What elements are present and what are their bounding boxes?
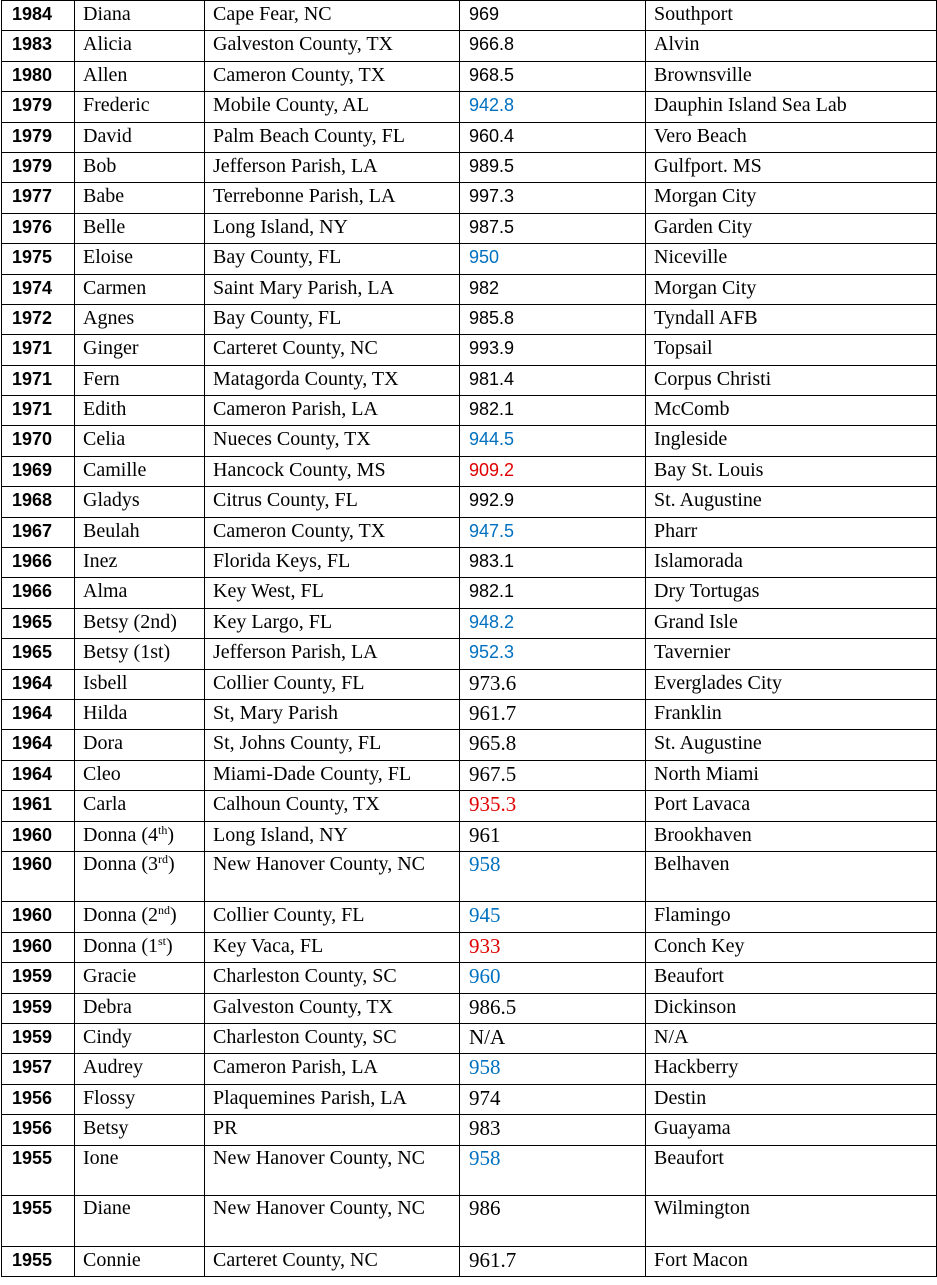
location-cell: Charleston County, SC [205,1024,460,1054]
table-row [2,578,937,608]
station-cell: Niceville [646,244,937,274]
name-cell: Allen [75,61,205,91]
station-cell: Beaufort [646,1145,937,1196]
station-cell: N/A [646,1024,937,1054]
year-cell: 1984 [2,1,75,31]
year-cell: 1955 [2,1246,75,1276]
year-cell: 1964 [2,669,75,699]
table-row [2,456,937,486]
location-cell: Key West, FL [205,578,460,608]
pressure-cell: 989.5 [460,152,646,182]
table-row [2,791,937,821]
name-cell: Cleo [75,760,205,790]
location-cell: Cape Fear, NC [205,1,460,31]
location-cell: Cameron County, TX [205,61,460,91]
station-cell: Flamingo [646,902,937,932]
pressure-cell: 958 [460,851,646,902]
year-cell: 1976 [2,213,75,243]
year-cell: 1965 [2,639,75,669]
year-cell: 1969 [2,456,75,486]
location-cell: New Hanover County, NC [205,1196,460,1247]
table-row [2,821,937,851]
station-cell: Brookhaven [646,821,937,851]
pressure-cell: 983.1 [460,548,646,578]
station-cell: Fort Macon [646,1246,937,1276]
year-cell: 1965 [2,608,75,638]
name-close-paren: ) [167,823,174,846]
station-cell: Guayama [646,1115,937,1145]
station-cell: Corpus Christi [646,365,937,395]
table-row [2,932,937,962]
pressure-cell: 960 [460,963,646,993]
year-cell: 1971 [2,365,75,395]
station-cell: Hackberry [646,1054,937,1084]
station-cell: Dry Tortugas [646,578,937,608]
pressure-cell: 986.5 [460,993,646,1023]
station-cell: Topsail [646,335,937,365]
table-row [2,1246,937,1276]
name-cell: Cindy [75,1024,205,1054]
table-row [2,993,937,1023]
name-cell: Alma [75,578,205,608]
location-cell: Cameron County, TX [205,517,460,547]
year-cell: 1955 [2,1196,75,1247]
pressure-cell: 942.8 [460,92,646,122]
location-cell: Long Island, NY [205,213,460,243]
storm-name: Donna (2 [83,904,158,927]
year-cell: 1960 [2,902,75,932]
station-cell: Destin [646,1084,937,1114]
year-cell: 1960 [2,821,75,851]
pressure-cell: 982 [460,274,646,304]
table-row [2,304,937,334]
name-cell [75,932,205,962]
station-cell: St. Augustine [646,730,937,760]
year-cell: 1967 [2,517,75,547]
year-cell: 1977 [2,183,75,213]
location-cell: Citrus County, FL [205,487,460,517]
table-row [2,1,937,31]
station-cell: Tyndall AFB [646,304,937,334]
table-row [2,335,937,365]
table-row [2,244,937,274]
station-cell: Gulfport. MS [646,152,937,182]
name-cell: Camille [75,456,205,486]
name-cell: David [75,122,205,152]
station-cell: Brownsville [646,61,937,91]
table-row [2,61,937,91]
station-cell: Belhaven [646,851,937,902]
year-cell: 1957 [2,1054,75,1084]
ordinal-suffix: rd [157,851,168,866]
name-close-paren: ) [167,852,175,875]
pressure-cell: 969 [460,1,646,31]
pressure-cell: 993.9 [460,335,646,365]
location-cell: Mobile County, AL [205,92,460,122]
table-row [2,1054,937,1084]
station-cell: Franklin [646,699,937,729]
name-cell: Edith [75,396,205,426]
pressure-cell: 973.6 [460,669,646,699]
station-cell: Pharr [646,517,937,547]
name-cell: Betsy [75,1115,205,1145]
pressure-cell: 935.3 [460,791,646,821]
table-row [2,426,937,456]
name-cell: Flossy [75,1084,205,1114]
name-cell: Bob [75,152,205,182]
pressure-cell: 982.1 [460,578,646,608]
pressure-cell: 960.4 [460,122,646,152]
pressure-cell: 992.9 [460,487,646,517]
table-row [2,274,937,304]
ordinal-suffix: th [157,822,168,837]
name-cell: Betsy (1st) [75,639,205,669]
location-cell: Palm Beach County, FL [205,122,460,152]
year-cell: 1964 [2,730,75,760]
station-cell: Islamorada [646,548,937,578]
pressure-cell: 987.5 [460,213,646,243]
pressure-cell: 981.4 [460,365,646,395]
location-cell: Carteret County, NC [205,1246,460,1276]
pressure-cell: 909.2 [460,456,646,486]
year-cell: 1968 [2,487,75,517]
station-cell: Vero Beach [646,122,937,152]
station-cell: Everglades City [646,669,937,699]
table-row [2,152,937,182]
name-cell: Gladys [75,487,205,517]
location-cell: Jefferson Parish, LA [205,152,460,182]
name-cell [75,821,205,851]
name-cell: Betsy (2nd) [75,608,205,638]
name-cell: Carmen [75,274,205,304]
year-cell: 1980 [2,61,75,91]
year-cell: 1956 [2,1084,75,1114]
station-cell: St. Augustine [646,487,937,517]
station-cell: Dickinson [646,993,937,1023]
name-cell: Debra [75,993,205,1023]
name-cell: Eloise [75,244,205,274]
name-cell: Connie [75,1246,205,1276]
storm-name: Donna (3 [83,852,158,875]
location-cell: Florida Keys, FL [205,548,460,578]
table-row [2,1196,937,1247]
year-cell: 1961 [2,791,75,821]
name-cell: Agnes [75,304,205,334]
name-cell: Inez [75,548,205,578]
station-cell: Morgan City [646,274,937,304]
table-row [2,548,937,578]
name-cell: Diane [75,1196,205,1247]
location-cell: Terrebonne Parish, LA [205,183,460,213]
year-cell: 1960 [2,851,75,902]
pressure-cell: 967.5 [460,760,646,790]
year-cell: 1964 [2,699,75,729]
table-row [2,365,937,395]
location-cell: Long Island, NY [205,821,460,851]
pressure-cell: 997.3 [460,183,646,213]
station-cell: Port Lavaca [646,791,937,821]
location-cell: Key Largo, FL [205,608,460,638]
location-cell: Collier County, FL [205,902,460,932]
table-row [2,608,937,638]
table-row [2,1115,937,1145]
location-cell: Miami-Dade County, FL [205,760,460,790]
name-cell: Alicia [75,31,205,61]
pressure-cell: 983 [460,1115,646,1145]
pressure-cell: 968.5 [460,61,646,91]
year-cell: 1974 [2,274,75,304]
pressure-cell: 958 [460,1145,646,1196]
location-cell: St, Johns County, FL [205,730,460,760]
name-cell: Audrey [75,1054,205,1084]
table-row [2,31,937,61]
name-cell: Hilda [75,699,205,729]
table-row [2,851,937,902]
name-close-paren: ) [166,934,173,957]
table-row [2,730,937,760]
name-cell: Babe [75,183,205,213]
location-cell: Cameron Parish, LA [205,396,460,426]
year-cell: 1971 [2,335,75,365]
name-cell: Diana [75,1,205,31]
storm-name: Donna (4 [83,823,158,846]
table-row [2,760,937,790]
station-cell: McComb [646,396,937,426]
ordinal-suffix: nd [157,903,170,918]
pressure-cell: 944.5 [460,426,646,456]
ordinal-suffix: st [157,933,166,948]
pressure-cell: 965.8 [460,730,646,760]
table-row [2,213,937,243]
station-cell: Beaufort [646,963,937,993]
station-cell: Garden City [646,213,937,243]
location-cell: PR [205,1115,460,1145]
pressure-cell: 952.3 [460,639,646,669]
name-cell [75,902,205,932]
pressure-cell: 986 [460,1196,646,1247]
name-cell: Fern [75,365,205,395]
year-cell: 1959 [2,963,75,993]
pressure-cell: 974 [460,1084,646,1114]
table-row [2,639,937,669]
name-cell [75,851,205,902]
location-cell: Key Vaca, FL [205,932,460,962]
table-row [2,669,937,699]
station-cell: Ingleside [646,426,937,456]
storm-name: Donna (1 [83,934,158,957]
year-cell: 1979 [2,92,75,122]
table-row [2,122,937,152]
name-cell: Carla [75,791,205,821]
station-cell: Morgan City [646,183,937,213]
year-cell: 1956 [2,1115,75,1145]
location-cell: Jefferson Parish, LA [205,639,460,669]
table-row [2,396,937,426]
name-close-paren: ) [169,904,177,927]
name-cell: Ginger [75,335,205,365]
pressure-cell: 961.7 [460,1246,646,1276]
location-cell: Hancock County, MS [205,456,460,486]
location-cell: New Hanover County, NC [205,1145,460,1196]
table-row [2,1145,937,1196]
year-cell: 1971 [2,396,75,426]
location-cell: Carteret County, NC [205,335,460,365]
location-cell: Plaquemines Parish, LA [205,1084,460,1114]
location-cell: Saint Mary Parish, LA [205,274,460,304]
year-cell: 1955 [2,1145,75,1196]
location-cell: Calhoun County, TX [205,791,460,821]
location-cell: Bay County, FL [205,304,460,334]
year-cell: 1983 [2,31,75,61]
pressure-cell: 985.8 [460,304,646,334]
pressure-cell: 966.8 [460,31,646,61]
station-cell: Tavernier [646,639,937,669]
table-row [2,902,937,932]
pressure-cell: 933 [460,932,646,962]
location-cell: St, Mary Parish [205,699,460,729]
table-row [2,183,937,213]
location-cell: Bay County, FL [205,244,460,274]
location-cell: New Hanover County, NC [205,851,460,902]
name-cell: Ione [75,1145,205,1196]
pressure-cell: 947.5 [460,517,646,547]
table-row [2,699,937,729]
pressure-cell: 961 [460,821,646,851]
pressure-cell: N/A [460,1024,646,1054]
station-cell: Wilmington [646,1196,937,1247]
location-cell: Collier County, FL [205,669,460,699]
station-cell: Bay St. Louis [646,456,937,486]
year-cell: 1972 [2,304,75,334]
station-cell: Dauphin Island Sea Lab [646,92,937,122]
name-cell: Dora [75,730,205,760]
year-cell: 1979 [2,152,75,182]
location-cell: Matagorda County, TX [205,365,460,395]
pressure-cell: 958 [460,1054,646,1084]
pressure-cell: 945 [460,902,646,932]
table-row [2,1084,937,1114]
location-cell: Nueces County, TX [205,426,460,456]
year-cell: 1970 [2,426,75,456]
name-cell: Celia [75,426,205,456]
pressure-cell: 982.1 [460,396,646,426]
table-row [2,517,937,547]
table-row [2,1024,937,1054]
location-cell: Charleston County, SC [205,963,460,993]
hurricane-table [1,0,937,1277]
name-cell: Isbell [75,669,205,699]
table-row [2,963,937,993]
location-cell: Galveston County, TX [205,993,460,1023]
year-cell: 1966 [2,548,75,578]
year-cell: 1960 [2,932,75,962]
year-cell: 1975 [2,244,75,274]
year-cell: 1964 [2,760,75,790]
year-cell: 1959 [2,1024,75,1054]
table-row [2,92,937,122]
name-cell: Beulah [75,517,205,547]
pressure-cell: 961.7 [460,699,646,729]
hurricane-table-body [2,1,937,1277]
pressure-cell: 948.2 [460,608,646,638]
year-cell: 1959 [2,993,75,1023]
station-cell: Grand Isle [646,608,937,638]
year-cell: 1966 [2,578,75,608]
location-cell: Galveston County, TX [205,31,460,61]
pressure-cell: 950 [460,244,646,274]
year-cell: 1979 [2,122,75,152]
table-row [2,487,937,517]
location-cell: Cameron Parish, LA [205,1054,460,1084]
station-cell: Conch Key [646,932,937,962]
station-cell: Alvin [646,31,937,61]
name-cell: Belle [75,213,205,243]
station-cell: North Miami [646,760,937,790]
name-cell: Frederic [75,92,205,122]
name-cell: Gracie [75,963,205,993]
station-cell: Southport [646,1,937,31]
